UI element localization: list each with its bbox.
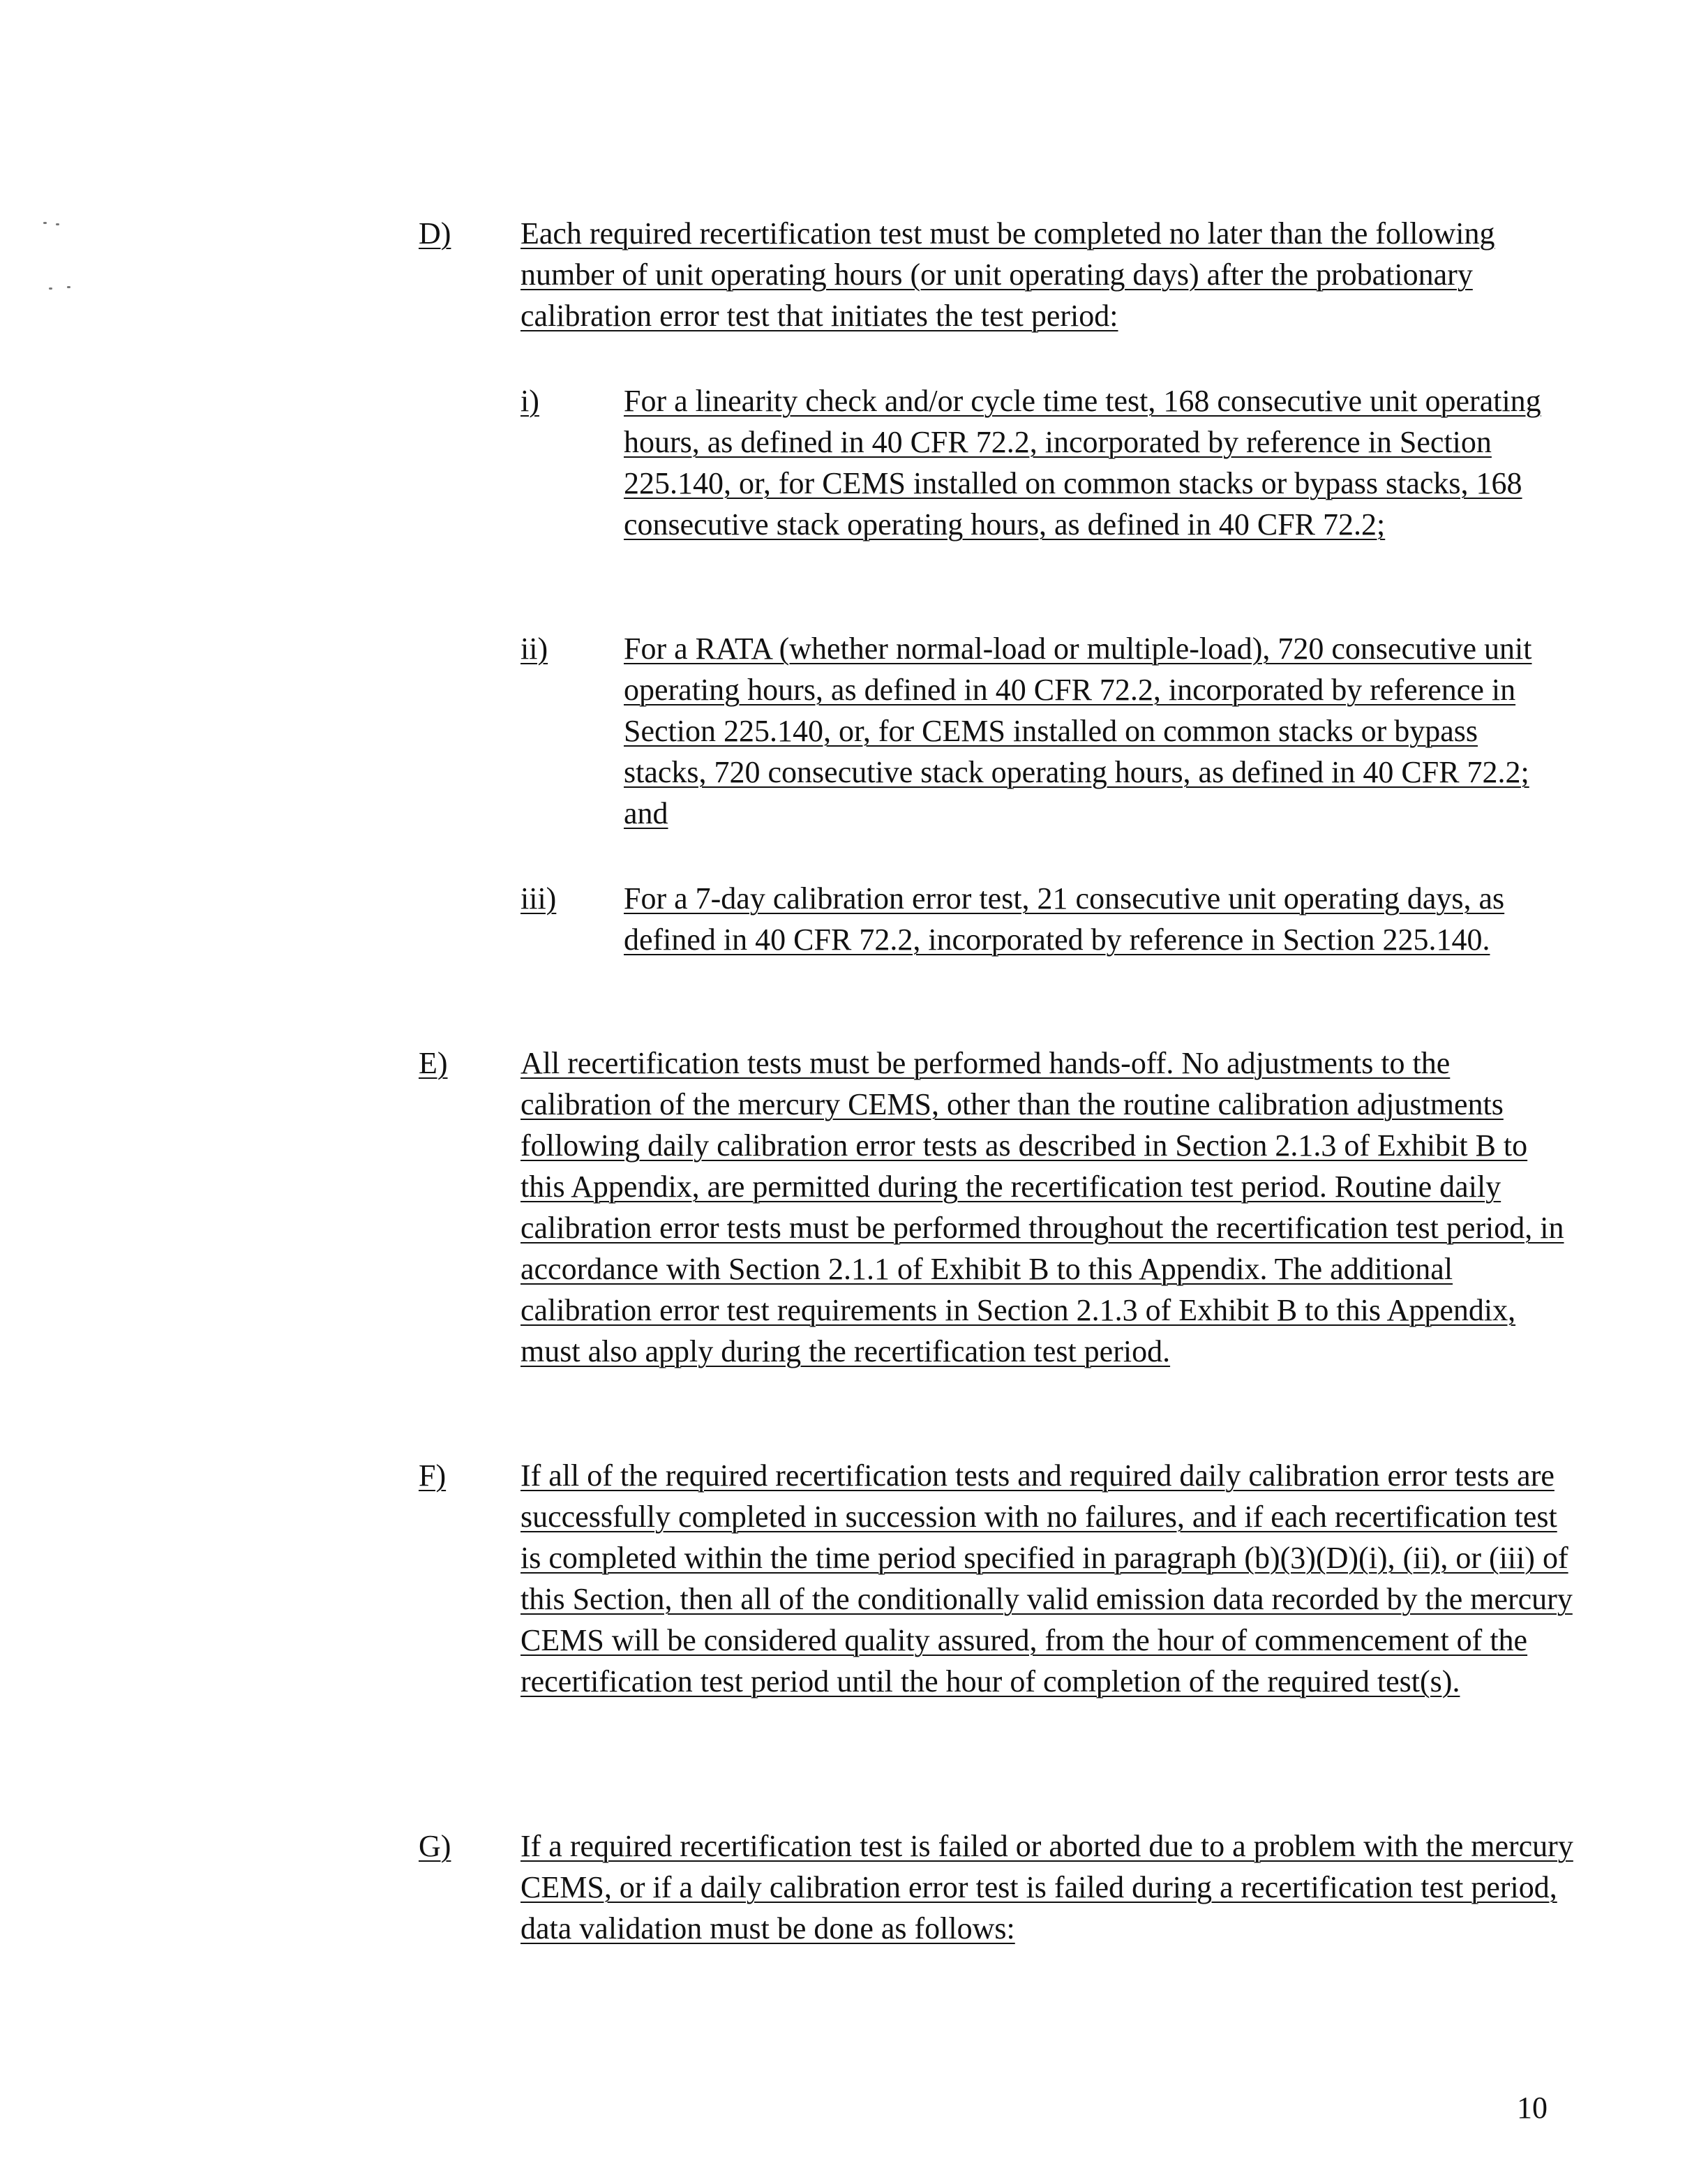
paragraph-marker: E) bbox=[419, 1046, 448, 1080]
subitem-text: For a 7-day calibration error test, 21 consecutive unit operating days, as defined in 40 CFR 72.2, incorporated by reference in Section 225.140. bbox=[624, 881, 1505, 957]
subitem-d-iii bbox=[520, 878, 1553, 960]
paragraph-marker: F) bbox=[419, 1458, 447, 1493]
paragraph-text: If all of the required recertification tests and required daily calibration error tests are successfully completed in succession with no failures, and if each recertification test is completed within the time period specified in paragraph (b)(3)(D)(i), (ii), or (iii) of this Section, then all of the conditionally valid emission data recorded by the mercury CEMS will be considered quality assured, from the hour of commencement of the recertification test period until the hour of completion of the required test(s). bbox=[520, 1458, 1573, 1698]
subitem-text: For a linearity check and/or cycle time test, 168 consecutive unit operating hours, as defined in 40 CFR 72.2, incorporated by reference in Section 225.140, or, for CEMS installed on common stacks or bypass stacks, 168 consecutive stack operating hours, as defined in 40 CFR 72.2; bbox=[624, 384, 1541, 542]
page-number: 10 bbox=[1517, 2091, 1548, 2125]
subitem-marker: i) bbox=[520, 384, 539, 418]
subitem-marker: ii) bbox=[520, 632, 548, 666]
scan-artifact bbox=[49, 287, 52, 290]
scan-artifact bbox=[67, 286, 70, 288]
paragraph-f bbox=[419, 1455, 1577, 1702]
paragraph-text: If a required recertification test is failed or aborted due to a problem with the mercury CEMS, or if a daily calibration error test is failed during a recertification test period, data validation must be done as follows: bbox=[520, 1829, 1573, 1945]
paragraph-g bbox=[419, 1825, 1577, 1949]
paragraph-text: Each required recertification test must be completed no later than the following number of unit operating hours (or unit operating days) after the probationary calibration error test that initiates the test period: bbox=[520, 216, 1495, 333]
paragraph-d bbox=[419, 213, 1577, 336]
paragraph-text: All recertification tests must be performed hands-off. No adjustments to the calibration of the mercury CEMS, other than the routine calibration adjustments following daily calibration error tests as described in Section 2.1.3 of Exhibit B to this Appendix, are permitted during the recertification test period. Routine daily calibration error tests must be performed throughout the recertification test period, in accordance with Section 2.1.1 of Exhibit B to this Appendix. The additional calibration error test requirements in Section 2.1.3 of Exhibit B to this Appendix, must also apply during the recertification test period. bbox=[520, 1046, 1564, 1368]
scan-artifact bbox=[56, 223, 59, 225]
subitem-d-ii bbox=[520, 628, 1553, 834]
subitem-text: For a RATA (whether normal-load or multiple-load), 720 consecutive unit operating hours, as defined in 40 CFR 72.2, incorporated by reference in Section 225.140, or, for CEMS installed on common stacks or bypass stacks, 720 consecutive stack operating hours, as defined in 40 CFR 72.2; and bbox=[624, 632, 1532, 830]
scan-artifact bbox=[43, 222, 47, 224]
paragraph-marker: D) bbox=[419, 216, 451, 251]
paragraph-e bbox=[419, 1043, 1577, 1372]
paragraph-marker: G) bbox=[419, 1829, 451, 1863]
subitem-marker: iii) bbox=[520, 881, 557, 916]
subitem-d-i bbox=[520, 380, 1553, 545]
